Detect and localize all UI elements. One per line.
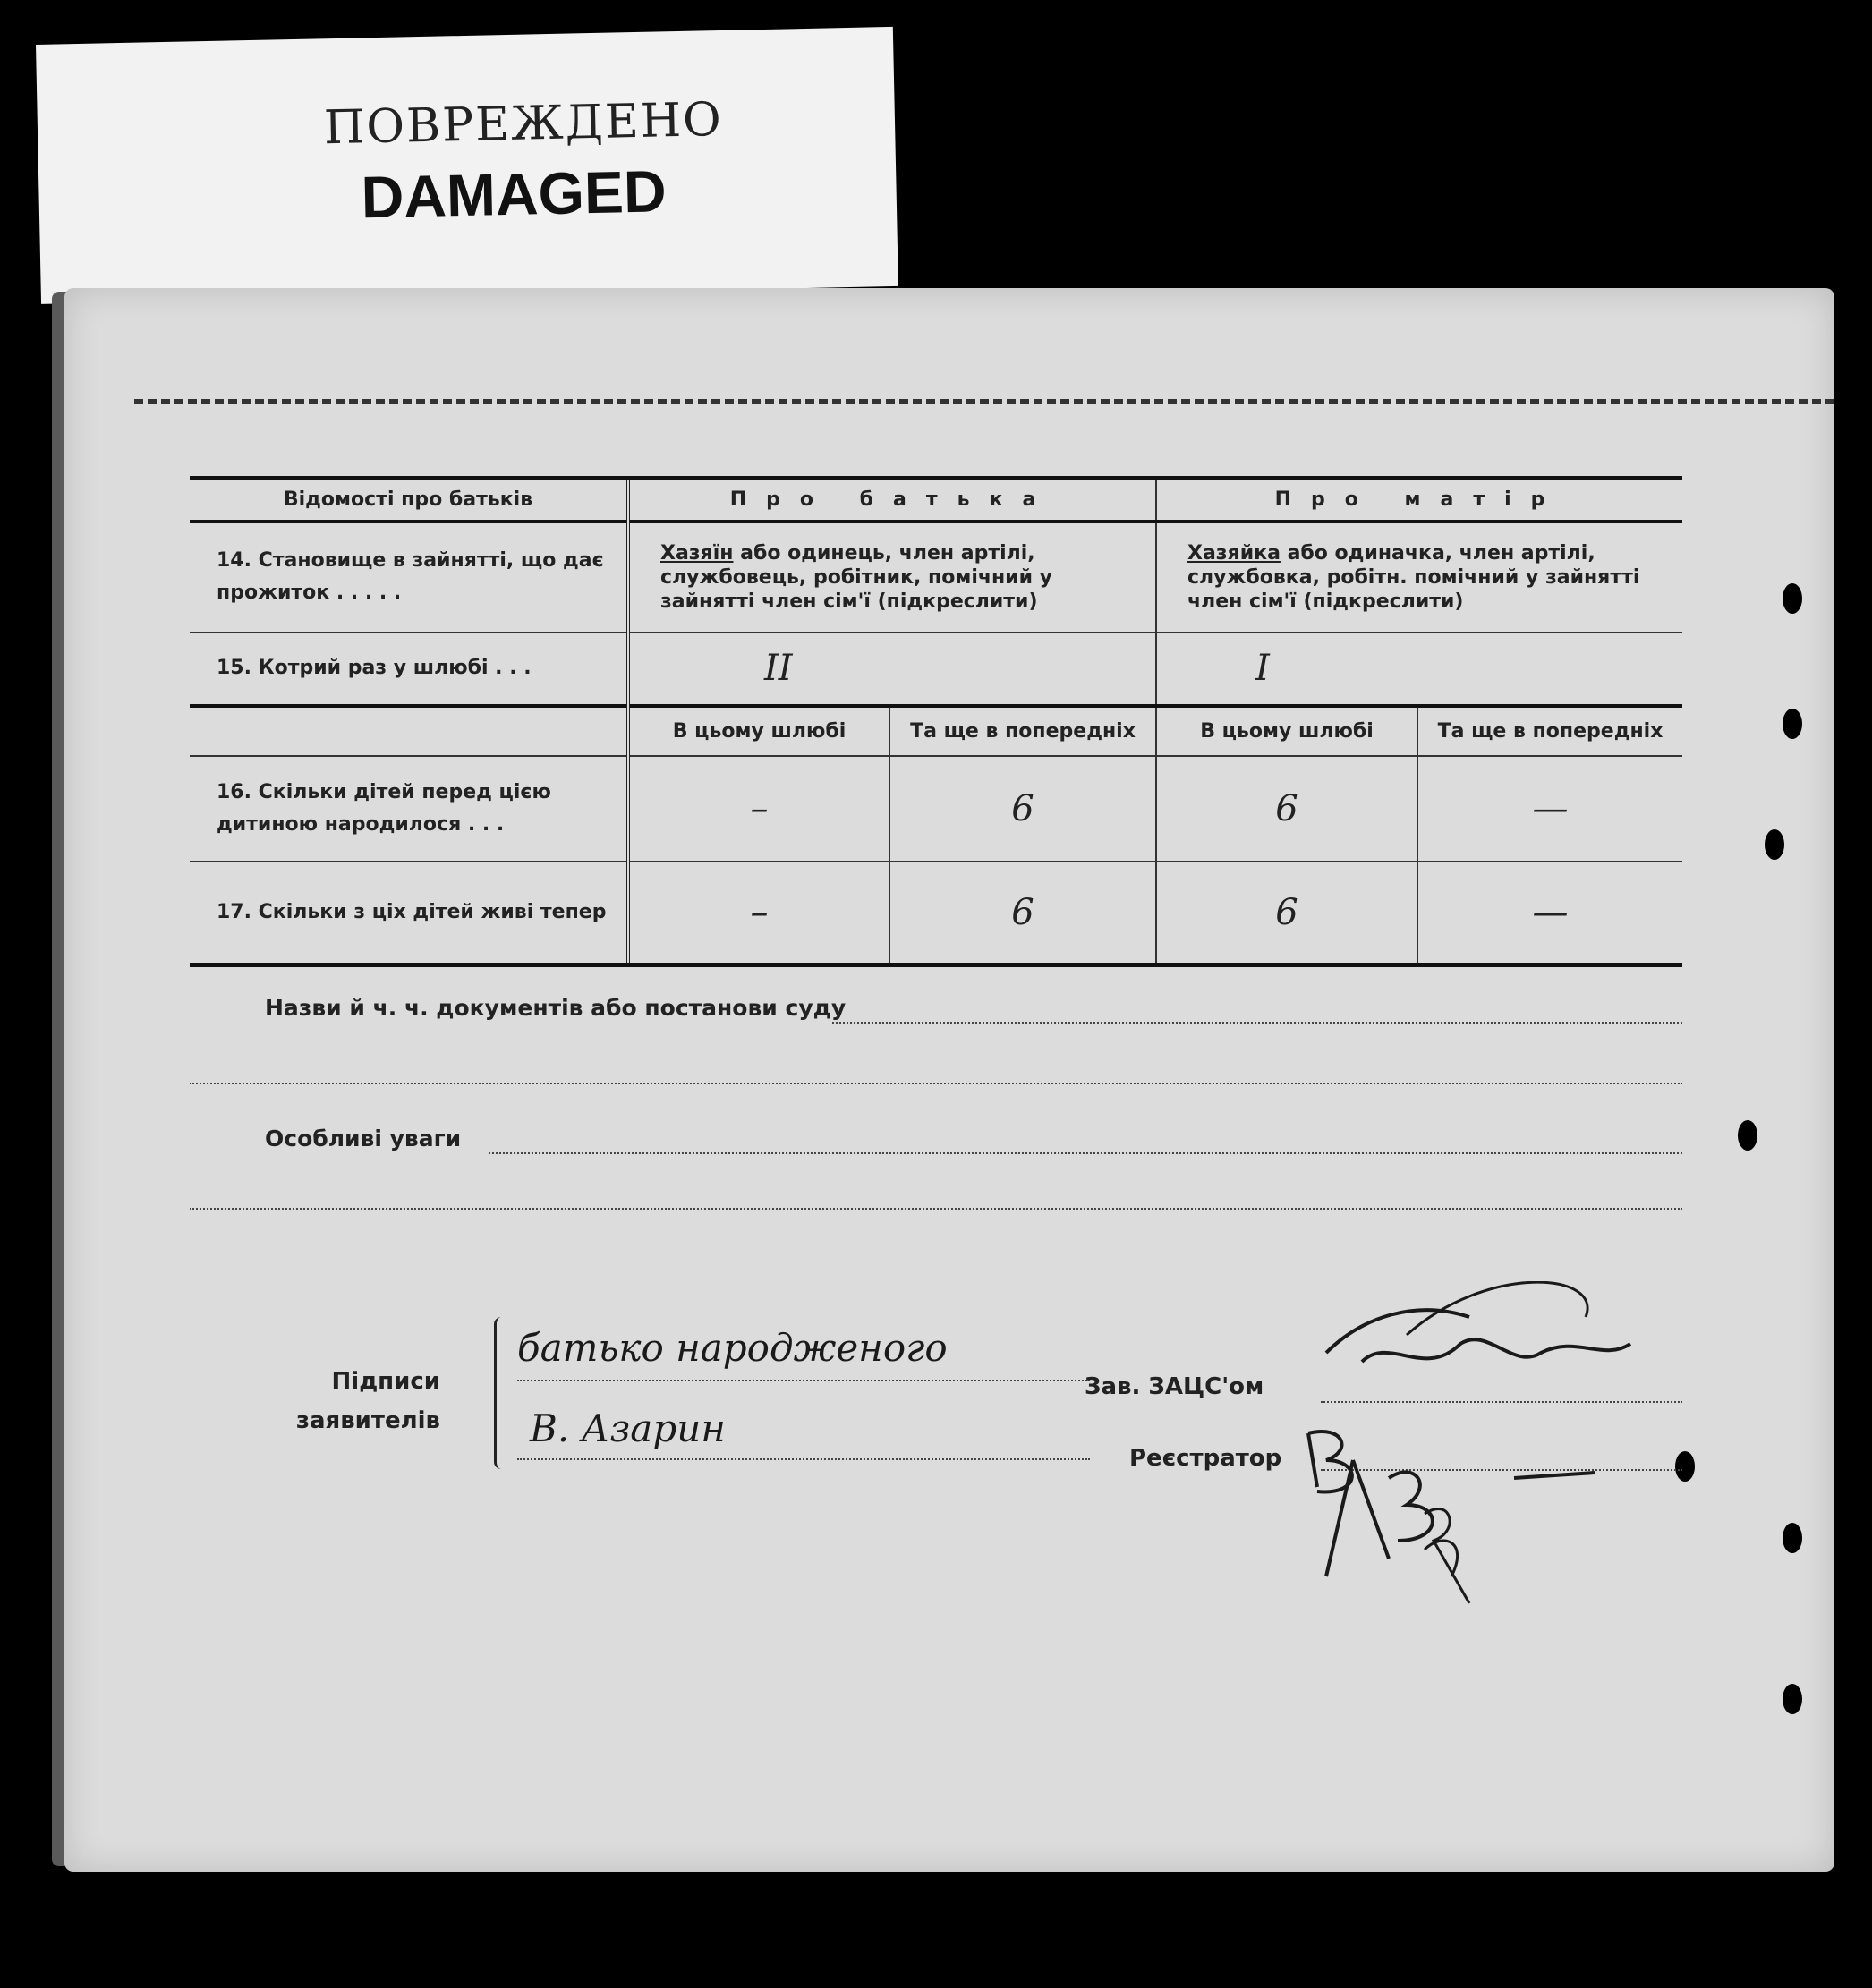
damaged-label-en: DAMAGED <box>360 157 668 231</box>
document-page <box>64 288 1834 1872</box>
row-14 <box>190 522 1682 633</box>
registrar-label: Реєстратор <box>1129 1445 1282 1472</box>
binding-hole <box>1783 1684 1802 1714</box>
applicants-label-1: Підписи <box>331 1368 440 1395</box>
documents-line-2 <box>190 1049 1682 1113</box>
row16-father-this: – <box>628 756 889 862</box>
registrar-signature <box>1290 1406 1648 1621</box>
header-mother: Про матір <box>1156 479 1682 522</box>
row14-mother-text: або одиначка, член артілі, службовка, робітн. помічний у зайнятті член сім'ї (підкреслити) <box>1187 541 1640 613</box>
row-sub-headers <box>190 706 1682 756</box>
binding-hole <box>1783 709 1802 739</box>
remarks-label: Особливі уваги <box>265 1126 462 1151</box>
row14-mother <box>1156 522 1682 633</box>
row17-mother-this: 6 <box>1156 862 1417 965</box>
row14-father-text: або одинець, член артілі, службовець, робітник, помічний у зайнятті член сім'ї (підкреслити) <box>660 541 1052 613</box>
row-17 <box>190 862 1682 965</box>
sub-header-mother-this: В цьому шлюбі <box>1156 706 1417 756</box>
applicants-brace <box>494 1317 509 1469</box>
row16-question: 16. Скільки дітей перед цією дитиною народилося . . . <box>217 780 551 836</box>
damaged-label-ru: ПОВРЕЖДЕНО <box>323 92 724 156</box>
parents-info-table <box>190 476 1682 967</box>
documents-label: Назви й ч. ч. документів або постанови суду <box>265 995 847 1021</box>
sub-header-blank <box>190 706 628 756</box>
row16-father-prev: 6 <box>889 756 1156 862</box>
row17-father-this: – <box>628 862 889 965</box>
remarks-line-2 <box>190 1176 1682 1238</box>
row14-father <box>628 522 1156 633</box>
documents-section <box>190 986 1682 1238</box>
documents-line <box>190 986 1682 1049</box>
sub-header-mother-prev: Та ще в попередніх <box>1417 706 1682 756</box>
perforation-line <box>134 399 1834 404</box>
table-header-row <box>190 479 1682 522</box>
remarks-line <box>190 1113 1682 1176</box>
header-father: Про батька <box>628 479 1156 522</box>
binding-hole <box>1738 1120 1757 1151</box>
header-info: Відомості про батьків <box>283 489 533 512</box>
sub-header-father-this: В цьому шлюбі <box>628 706 889 756</box>
row17-mother-prev: — <box>1417 862 1682 965</box>
row14-question: 14. Становище в зайнятті, що дає прожиток . . . . . <box>217 549 604 604</box>
head-label: Зав. ЗАЦС'ом <box>1085 1373 1264 1400</box>
binding-hole <box>1783 1523 1802 1553</box>
row17-father-prev: 6 <box>889 862 1156 965</box>
row-16 <box>190 756 1682 862</box>
row16-mother-prev: — <box>1417 756 1682 862</box>
row14-mother-underlined: Хазяйка <box>1187 541 1281 565</box>
row-15 <box>190 633 1682 706</box>
row17-question: 17. Скільки з ціх дітей живі тепер <box>217 900 607 923</box>
row16-mother-this: 6 <box>1156 756 1417 862</box>
row15-father-value: ІІ <box>628 633 1156 706</box>
documents-dotted-line-2 <box>190 1083 1682 1084</box>
row15-mother-value: І <box>1156 633 1682 706</box>
applicant-signature-1: батько народженого <box>517 1326 948 1370</box>
applicant-signature-line-1 <box>517 1380 1090 1381</box>
row14-father-underlined: Хазяїн <box>660 541 734 565</box>
applicants-label <box>279 1362 440 1440</box>
applicant-signature-2: В. Азарин <box>530 1406 726 1450</box>
row15-question: 15. Котрий раз у шлюбі . . . <box>217 657 532 679</box>
remarks-dotted-line-2 <box>190 1208 1682 1210</box>
damaged-label-card <box>36 27 898 304</box>
remarks-dotted-line <box>489 1152 1682 1154</box>
sub-header-father-prev: Та ще в попередніх <box>889 706 1156 756</box>
documents-dotted-line <box>832 1022 1682 1024</box>
head-signature <box>1308 1281 1648 1415</box>
signatures-section <box>190 1308 1682 1576</box>
binding-hole <box>1765 829 1784 860</box>
applicant-signature-line-2 <box>517 1458 1090 1460</box>
applicants-label-2: заявителів <box>295 1407 440 1434</box>
binding-hole <box>1783 583 1802 614</box>
